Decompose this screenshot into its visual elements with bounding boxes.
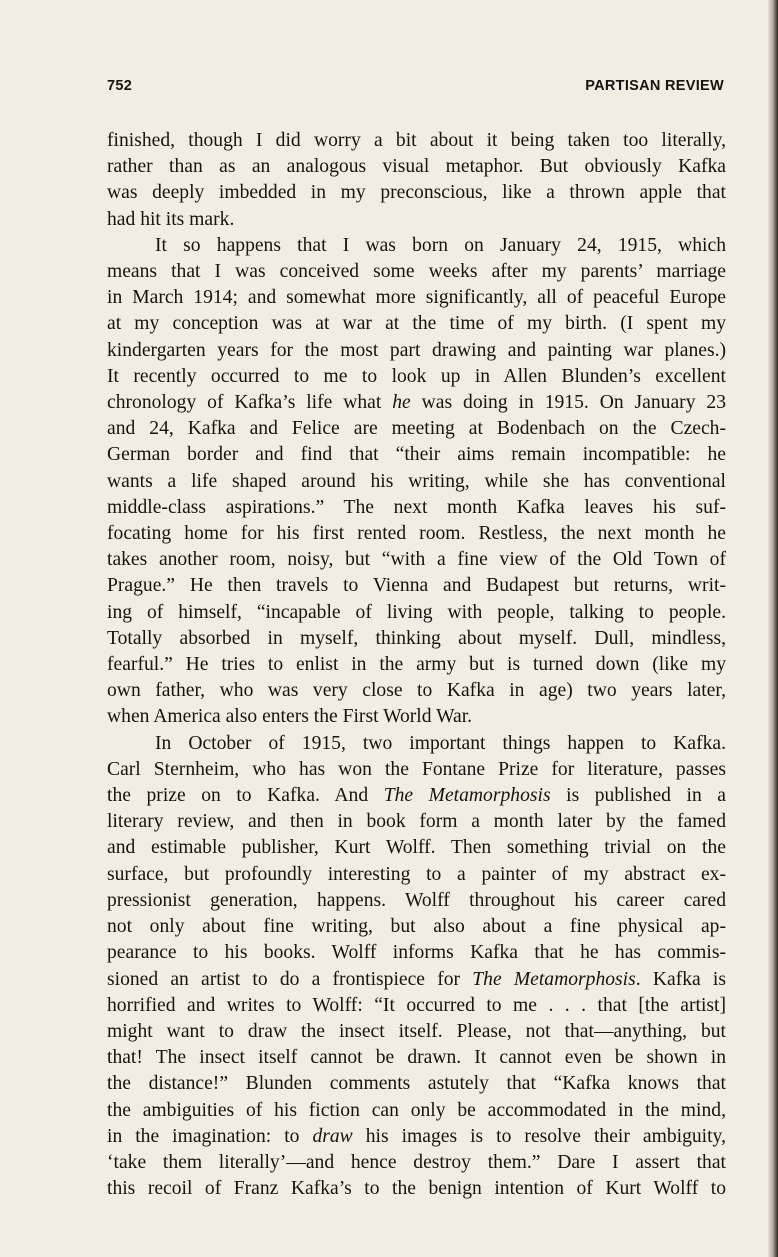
text-run: middle-class aspirations.” The next month Kafka leaves his suf- — [107, 496, 726, 518]
text-run: ‘take them literally’—and hence destroy them.” Dare I assert that — [107, 1151, 726, 1173]
text-run: the prize on to Kafka. And — [107, 785, 384, 807]
running-head: PARTISAN REVIEW — [585, 78, 724, 94]
text-line — [107, 652, 726, 678]
text-line — [107, 128, 726, 154]
text-line — [107, 940, 726, 966]
text-run: means that I was conceived some weeks after my parents’ marriage — [107, 261, 726, 283]
page-number: 752 — [107, 78, 133, 94]
text-line — [107, 233, 726, 259]
text-run: was deeply imbedded in my preconscious, like a thrown apple that — [107, 182, 726, 204]
text-run: his images is to resolve their ambiguity, — [352, 1125, 726, 1147]
text-run: It recently occurred to me to look up in Allen Blunden’s excellent — [107, 365, 726, 387]
text-line — [107, 1124, 726, 1150]
text-line — [107, 521, 726, 547]
text-line — [107, 442, 726, 468]
text-run: that! The insect itself cannot be drawn. It cannot even be shown in — [107, 1047, 726, 1069]
text-run: pearance to his books. Wolff informs Kafka that he has commis- — [107, 942, 726, 964]
text-run: German border and find that “their aims remain incompatible: he — [107, 444, 726, 466]
text-run: might want to draw the insect itself. Please, not that—anything, but — [107, 1020, 726, 1042]
text-line — [107, 338, 726, 364]
italic-text: The Metamorphosis — [472, 968, 636, 990]
text-run: sioned an artist to do a frontispiece for — [107, 968, 473, 990]
text-line — [107, 154, 726, 180]
text-line — [107, 495, 726, 521]
text-run: surface, but profoundly interesting to a painter of my abstract ex- — [107, 863, 726, 885]
text-line — [107, 678, 726, 704]
text-line — [107, 1019, 726, 1045]
italic-text: he — [392, 392, 411, 414]
text-run: Totally absorbed in myself, thinking about myself. Dull, mindless, — [107, 627, 726, 649]
text-run: the ambiguities of his fiction can only be accommodated in the mind, — [107, 1099, 726, 1121]
text-run: this recoil of Franz Kafka’s to the benign intention of Kurt Wolff to — [107, 1178, 726, 1200]
text-line — [107, 364, 726, 390]
text-line — [107, 1176, 726, 1202]
text-line — [107, 416, 726, 442]
text-line — [107, 547, 726, 573]
text-run: . Kafka is — [635, 968, 726, 990]
text-run: and 24, Kafka and Felice are meeting at Bodenbach on the Czech- — [107, 418, 726, 440]
text-run: in March 1914; and somewhat more significantly, all of peaceful Europe — [107, 287, 726, 309]
text-line — [107, 731, 726, 757]
text-run: fearful.” He tries to enlist in the army but is turned down (like my — [107, 654, 726, 676]
text-line — [107, 993, 726, 1019]
text-run: not only about fine writing, but also about a fine physical ap- — [107, 916, 726, 938]
text-run: is published in a — [550, 785, 727, 807]
text-line — [107, 862, 726, 888]
text-line — [107, 1150, 726, 1176]
text-run: horrified and writes to Wolff: “It occurred to me . . . that [the artist] — [107, 994, 726, 1016]
text-line — [107, 1045, 726, 1071]
text-run: when America also enters the First World War. — [107, 706, 473, 728]
text-line — [107, 914, 726, 940]
text-run: in the imagination: to — [107, 1125, 313, 1147]
text-run: and estimable publisher, Kurt Wolff. Then something trivial on the — [107, 837, 726, 859]
text-run: focating home for his first rented room. Restless, the next month he — [107, 523, 726, 545]
text-run: takes another room, noisy, but “with a fine view of the Old Town of — [107, 549, 726, 571]
text-run: Prague.” He then travels to Vienna and Budapest but returns, writ- — [107, 575, 726, 597]
text-line — [107, 285, 726, 311]
text-run: was doing in 1915. On January 23 — [410, 392, 726, 414]
article-body — [107, 128, 726, 1202]
text-line — [107, 835, 726, 861]
paragraph — [107, 233, 726, 731]
paragraph — [107, 731, 726, 1203]
page-edge-shadow — [768, 0, 778, 1257]
text-line — [107, 888, 726, 914]
text-line — [107, 626, 726, 652]
text-run: In October of 1915, two important things happen to Kafka. — [155, 732, 726, 754]
paragraph — [107, 128, 726, 233]
text-line — [107, 573, 726, 599]
italic-text: The Metamorphosis — [383, 785, 551, 807]
text-run: Carl Sternheim, who has won the Fontane Prize for literature, passes — [107, 758, 726, 780]
text-run: rather than as an analogous visual metaphor. But obviously Kafka — [107, 156, 726, 178]
text-run: chronology of Kafka’s life what — [107, 392, 393, 414]
text-run: had hit its mark. — [107, 208, 235, 230]
page-header — [107, 78, 724, 100]
text-run: the distance!” Blunden comments astutely that “Kafka knows that — [107, 1073, 726, 1095]
text-line — [107, 311, 726, 337]
text-run: pressionist generation, happens. Wolff throughout his career cared — [107, 889, 726, 911]
text-line — [107, 757, 726, 783]
text-line — [107, 1098, 726, 1124]
text-line — [107, 207, 726, 233]
text-run: It so happens that I was born on January 24, 1915, which — [155, 234, 726, 256]
text-line — [107, 390, 726, 416]
text-run: literary review, and then in book form a month later by the famed — [107, 811, 726, 833]
text-line — [107, 259, 726, 285]
text-line — [107, 180, 726, 206]
text-line — [107, 783, 726, 809]
italic-text: draw — [312, 1125, 353, 1147]
text-run: ing of himself, “incapable of living with people, talking to people. — [107, 601, 726, 623]
text-run: finished, though I did worry a bit about it being taken too literally, — [107, 130, 726, 151]
text-line — [107, 1071, 726, 1097]
text-run: kindergarten years for the most part drawing and painting war planes.) — [107, 339, 726, 361]
text-line — [107, 967, 726, 993]
text-line — [107, 469, 726, 495]
text-run: wants a life shaped around his writing, while she has conventional — [107, 470, 726, 492]
text-line — [107, 704, 726, 730]
text-line — [107, 600, 726, 626]
text-line — [107, 809, 726, 835]
text-run: own father, who was very close to Kafka in age) two years later, — [107, 680, 726, 702]
text-run: at my conception was at war at the time of my birth. (I spent my — [107, 313, 726, 335]
